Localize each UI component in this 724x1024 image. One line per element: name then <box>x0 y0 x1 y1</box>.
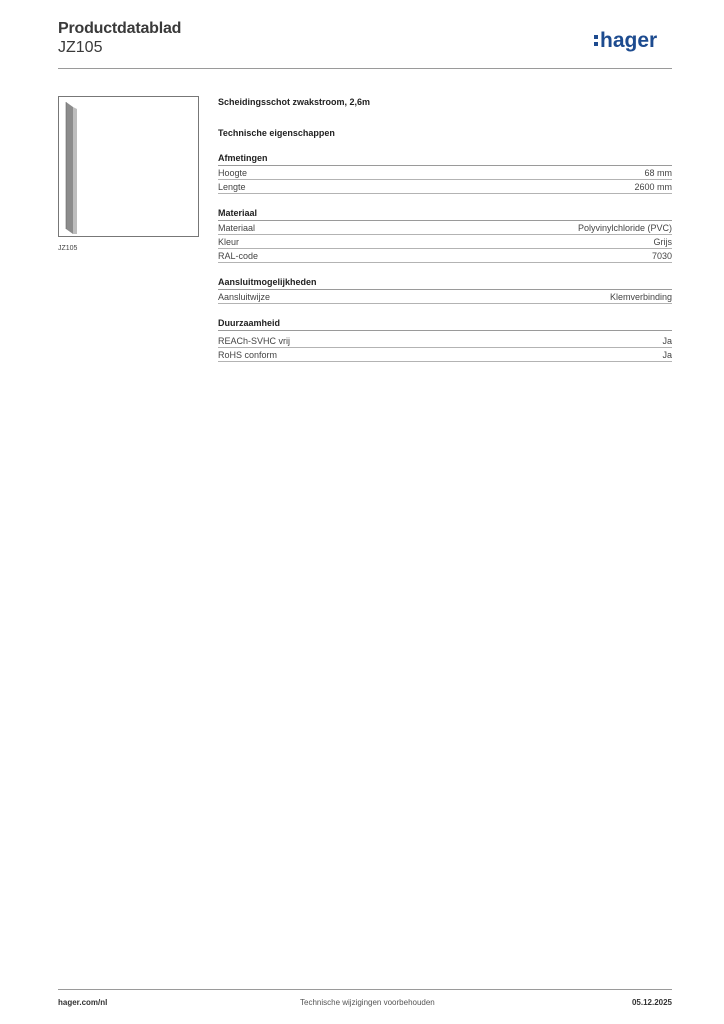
spec-value: Klemverbinding <box>609 292 672 302</box>
logo-text: hager <box>600 29 658 52</box>
product-image-caption: JZ105 <box>58 245 78 252</box>
footer-disclaimer: Technische wijzigingen voorbehouden <box>300 998 435 1007</box>
spec-value: 7030 <box>651 251 672 261</box>
spec-value: 2600 mm <box>634 182 672 192</box>
header-divider <box>58 68 672 69</box>
footer-date: 05.12.2025 <box>631 998 672 1007</box>
footer-website: hager.com/nl <box>58 998 108 1007</box>
group-title: Materiaal <box>218 207 672 221</box>
group-materiaal <box>218 207 672 263</box>
product-image <box>58 96 199 237</box>
spec-label: RAL-code <box>218 251 259 261</box>
spec-row <box>218 235 672 249</box>
spec-value: Polyvinylchloride (PVC) <box>577 223 672 233</box>
page-title: Productdatablad <box>58 20 182 37</box>
product-name: Scheidingsschot zwakstroom, 2,6m <box>218 97 371 107</box>
spec-label: REACh-SVHC vrij <box>218 336 291 346</box>
spec-row <box>218 166 672 180</box>
spec-row <box>218 334 672 348</box>
hager-logo <box>594 26 674 56</box>
spec-value: Ja <box>662 336 672 346</box>
spec-label: RoHS conform <box>218 350 278 360</box>
section-heading: Technische eigenschappen <box>218 128 335 138</box>
group-title: Afmetingen <box>218 152 672 166</box>
spec-label: Materiaal <box>218 223 256 233</box>
group-title: Aansluitmogelijkheden <box>218 276 672 290</box>
spec-row <box>218 348 672 362</box>
spec-label: Aansluitwijze <box>218 292 271 302</box>
spec-label: Kleur <box>218 237 240 247</box>
spec-row <box>218 290 672 304</box>
spec-value: Grijs <box>653 237 672 247</box>
spec-row <box>218 180 672 194</box>
spec-row <box>218 221 672 235</box>
footer-divider <box>58 989 672 990</box>
spec-sheet <box>218 96 672 375</box>
group-afmetingen <box>218 152 672 194</box>
spec-row <box>218 249 672 263</box>
group-duurzaamheid <box>218 317 672 362</box>
spec-label: Hoogte <box>218 168 248 178</box>
spec-value: 68 mm <box>644 168 672 178</box>
group-aansluitmogelijkheden <box>218 276 672 304</box>
spec-value: Ja <box>662 350 672 360</box>
product-image-drawing <box>59 97 198 236</box>
product-code: JZ105 <box>58 39 103 56</box>
spec-label: Lengte <box>218 182 246 192</box>
group-title: Duurzaamheid <box>218 317 672 331</box>
